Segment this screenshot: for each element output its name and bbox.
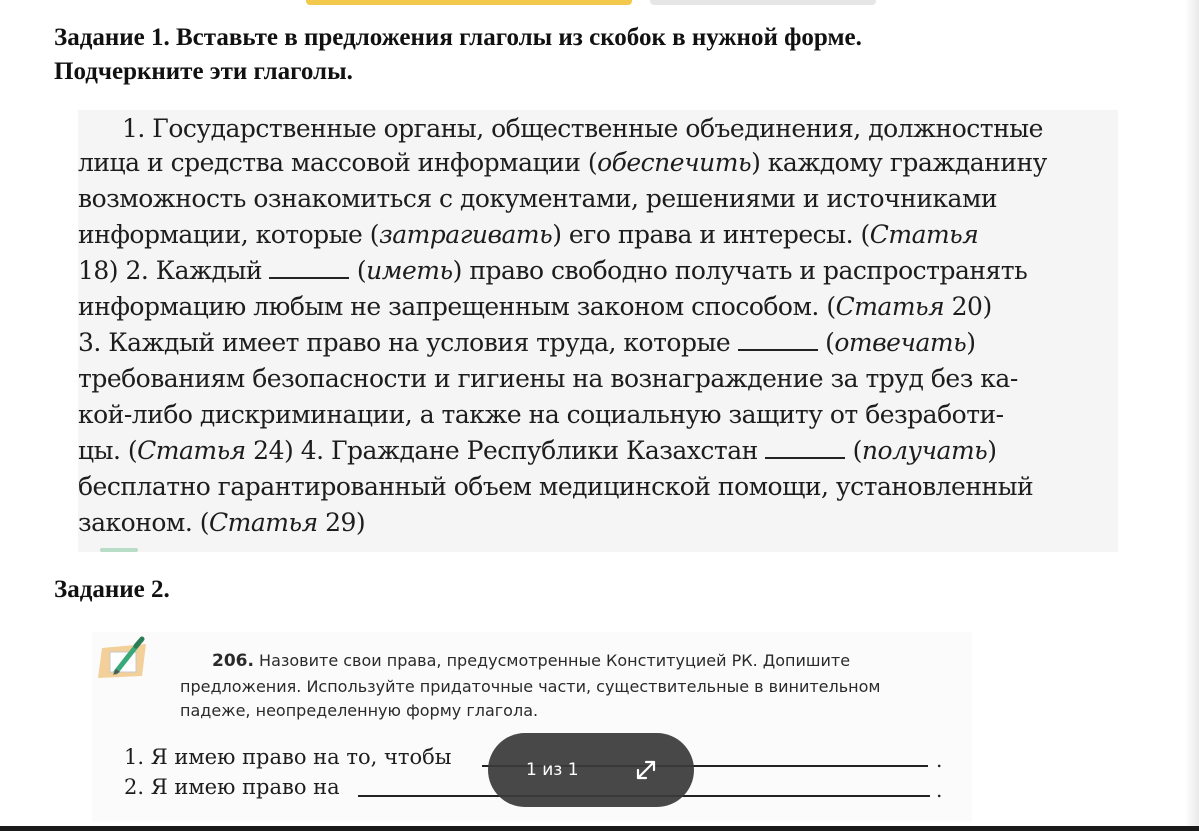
top-tab-inactive[interactable]	[650, 0, 876, 5]
ex1-line	[78, 146, 1047, 180]
ex1-text: (	[845, 436, 862, 465]
ex1-text: требованиям безопасности и гигиены на вознаграждение за труд без ка-	[78, 364, 1018, 393]
ex1-text: (	[349, 256, 367, 285]
exercise1-scan	[78, 110, 1118, 552]
ex1-line	[78, 506, 365, 540]
ex1-line	[78, 398, 1004, 432]
ex2-instruction-line	[180, 676, 880, 698]
ex1-text: ) его права и интересы. (	[552, 220, 870, 249]
ex2-fill-line-1: 1. Я имею право на то, чтобы	[124, 745, 452, 769]
ex1-text: информации, которые (	[78, 220, 380, 249]
ex1-text: )	[987, 436, 997, 465]
ex2-dot: .	[936, 748, 943, 772]
top-bar	[0, 0, 1199, 6]
ex1-verb-hint: обеспечить	[597, 148, 752, 177]
ex1-line	[78, 182, 997, 216]
bottom-divider	[0, 826, 1199, 831]
pencil-notebook-icon	[98, 636, 160, 682]
task1-heading-line2: Подчеркните эти глаголы.	[54, 58, 353, 85]
ex1-line	[78, 470, 1033, 504]
ex1-line	[78, 254, 1027, 288]
ex1-text: лица и средства массовой информации (	[78, 148, 598, 177]
ex1-line	[78, 362, 1018, 396]
ex2-dot: .	[936, 778, 943, 802]
task1-heading: Задание 1. Вставьте в предложения глаголы из скобок в нужной форме.	[54, 24, 862, 51]
ex1-text: 24) 4. Граждане Республики Казахстан	[245, 436, 766, 465]
ex2-text: предложения. Используйте придаточные части, существительные в винительном	[180, 677, 881, 696]
ex1-line	[78, 290, 992, 324]
page-indicator: 1 из 1	[526, 760, 579, 780]
ex1-verb-hint: получать	[861, 436, 988, 465]
ex1-text: бесплатно гарантированный объем медицинской помощи, установленный	[78, 472, 1034, 501]
ex1-blank	[269, 259, 349, 279]
ex2-text: Назовите свои права, предусмотренные Конституцией РК. Допишите	[253, 651, 851, 670]
ex2-fill-line-2: 2. Я имею право на	[124, 775, 340, 799]
ex1-text: кой-либо дискриминации, а также на социальную защиту от безработи-	[78, 400, 1004, 429]
ex1-article-ref: Статья	[209, 508, 318, 537]
expand-arrows-icon	[633, 757, 659, 783]
ex1-text: информацию любым не запрещенным законом способом. (	[78, 292, 836, 321]
ex1-line	[78, 218, 978, 252]
ex1-article-ref: Статья	[869, 220, 979, 249]
ex1-article-ref: Статья	[835, 292, 945, 321]
page-edge-shadow	[1185, 0, 1199, 831]
ex1-text: 18) 2. Каждый	[78, 256, 270, 285]
ex1-line	[78, 434, 997, 468]
ex2-text: падеже, неопределенную форму глагола.	[180, 701, 539, 720]
ex1-verb-hint: отвечать	[834, 328, 967, 357]
ex1-text: (	[817, 328, 835, 357]
ex1-article-ref: Статья	[137, 436, 246, 465]
ex1-text: 3. Каждый имеет право на условия труда, которые	[78, 328, 738, 357]
ex2-instruction-line	[212, 650, 850, 672]
green-mark	[100, 548, 138, 552]
ex1-blank	[738, 331, 818, 351]
ex1-blank	[765, 439, 845, 459]
ex1-verb-hint: затрагивать	[379, 220, 553, 249]
ex1-text: 29)	[317, 508, 366, 537]
top-tab-active[interactable]	[306, 0, 632, 5]
ex1-text: законом. (	[78, 508, 210, 537]
ex2-number: 206.	[212, 651, 254, 671]
ex2-instruction-line	[180, 700, 538, 722]
expand-button[interactable]	[626, 752, 666, 788]
task2-heading: Задание 2.	[54, 576, 170, 603]
ex1-line	[78, 326, 975, 360]
ex1-text: ) каждому гражданину	[751, 148, 1047, 177]
ex1-verb-hint: иметь	[366, 256, 453, 285]
ex1-text: цы. (	[78, 436, 138, 465]
ex1-text: ) право свободно получать и распространять	[452, 256, 1028, 285]
ex1-text: возможность ознакомиться с документами, решениями и источниками	[78, 184, 998, 213]
ex1-text: 1. Государственные органы, общественные объединения, должностные	[122, 114, 1043, 143]
ex1-line	[122, 112, 1043, 146]
ex1-text: )	[966, 328, 976, 357]
ex1-text: 20)	[944, 292, 992, 321]
